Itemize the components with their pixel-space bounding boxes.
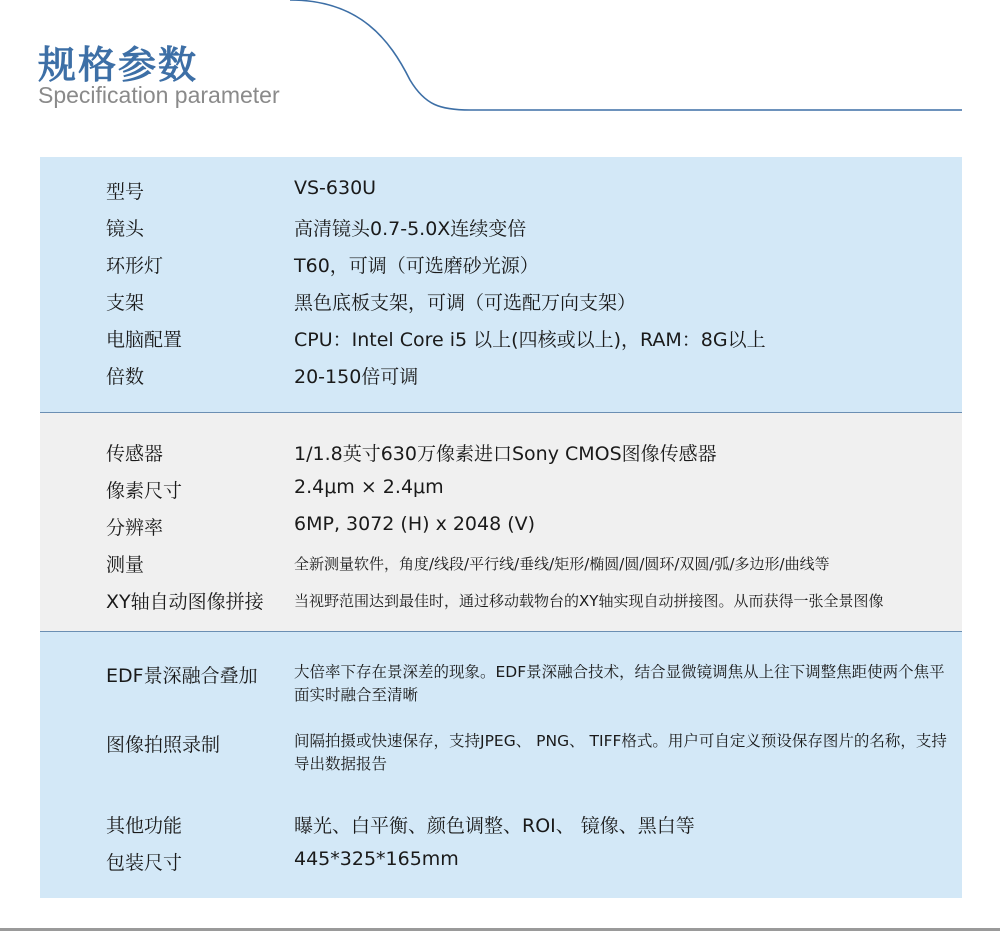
spec-label: 倍数 [106,366,145,388]
spec-label: 图像拍照录制 [106,734,221,756]
spec-label: 型号 [106,181,145,203]
bottom-divider [0,928,1000,931]
spec-value: CPU：Intel Core i5 以上(四核或以上)，RAM：8G以上 [294,329,766,351]
spec-value: 20-150倍可调 [294,366,419,388]
spec-label: 其他功能 [106,815,183,837]
spec-value: 2.4μm × 2.4μm [294,476,444,498]
spec-label: 包装尺寸 [106,852,183,874]
spec-value: 大倍率下存在景深差的现象。EDF景深融合技术，结合显微镜调焦从上往下调整焦距使两个焦平面实时融合至清晰 [294,663,945,704]
spec-value: VS-630U [294,177,377,199]
spec-label: 环形灯 [106,255,164,277]
spec-value: 黑色底板支架，可调（可选配万向支架） [294,292,637,314]
page-subtitle: Specification parameter [38,82,280,108]
spec-value: 6MP, 3072 (H) x 2048 (V) [294,513,536,535]
spec-label: 电脑配置 [106,329,183,351]
spec-value: 间隔拍摄或快速保存，支持JPEG、 PNG、 TIFF格式。用户可自定义预设保存图片的名称，支持导出数据报告 [294,732,947,773]
spec-label: 像素尺寸 [106,480,183,502]
spec-value: 全新测量软件，角度/线段/平行线/垂线/矩形/椭圆/圆/圆环/双圆/弧/多边形/曲线等 [294,555,830,573]
spec-label: 镜头 [106,218,145,240]
spec-value: 曝光、白平衡、颜色调整、ROI、 镜像、黑白等 [294,815,695,837]
spec-label: 支架 [106,292,145,314]
spec-value: T60，可调（可选磨砂光源） [294,255,539,277]
spec-label: 分辨率 [106,517,164,539]
spec-value: 445*325*165mm [294,848,459,870]
spec-label: 测量 [106,554,145,576]
page-title: 规格参数 [38,43,199,87]
spec-section-basic [40,157,962,413]
spec-label: 传感器 [106,443,164,465]
spec-label: XY轴自动图像拼接 [106,591,264,613]
spec-value: 当视野范围达到最佳时，通过移动载物台的XY轴实现自动拼接图。从而获得一张全景图像 [294,592,884,610]
spec-section-sensor [40,413,962,632]
spec-value: 1/1.8英寸630万像素进口Sony CMOS图像传感器 [294,443,717,465]
spec-section-features [40,632,962,898]
page-header [0,0,1000,130]
spec-label: EDF景深融合叠加 [106,665,258,687]
spec-value: 高清镜头0.7-5.0X连续变倍 [294,218,527,240]
